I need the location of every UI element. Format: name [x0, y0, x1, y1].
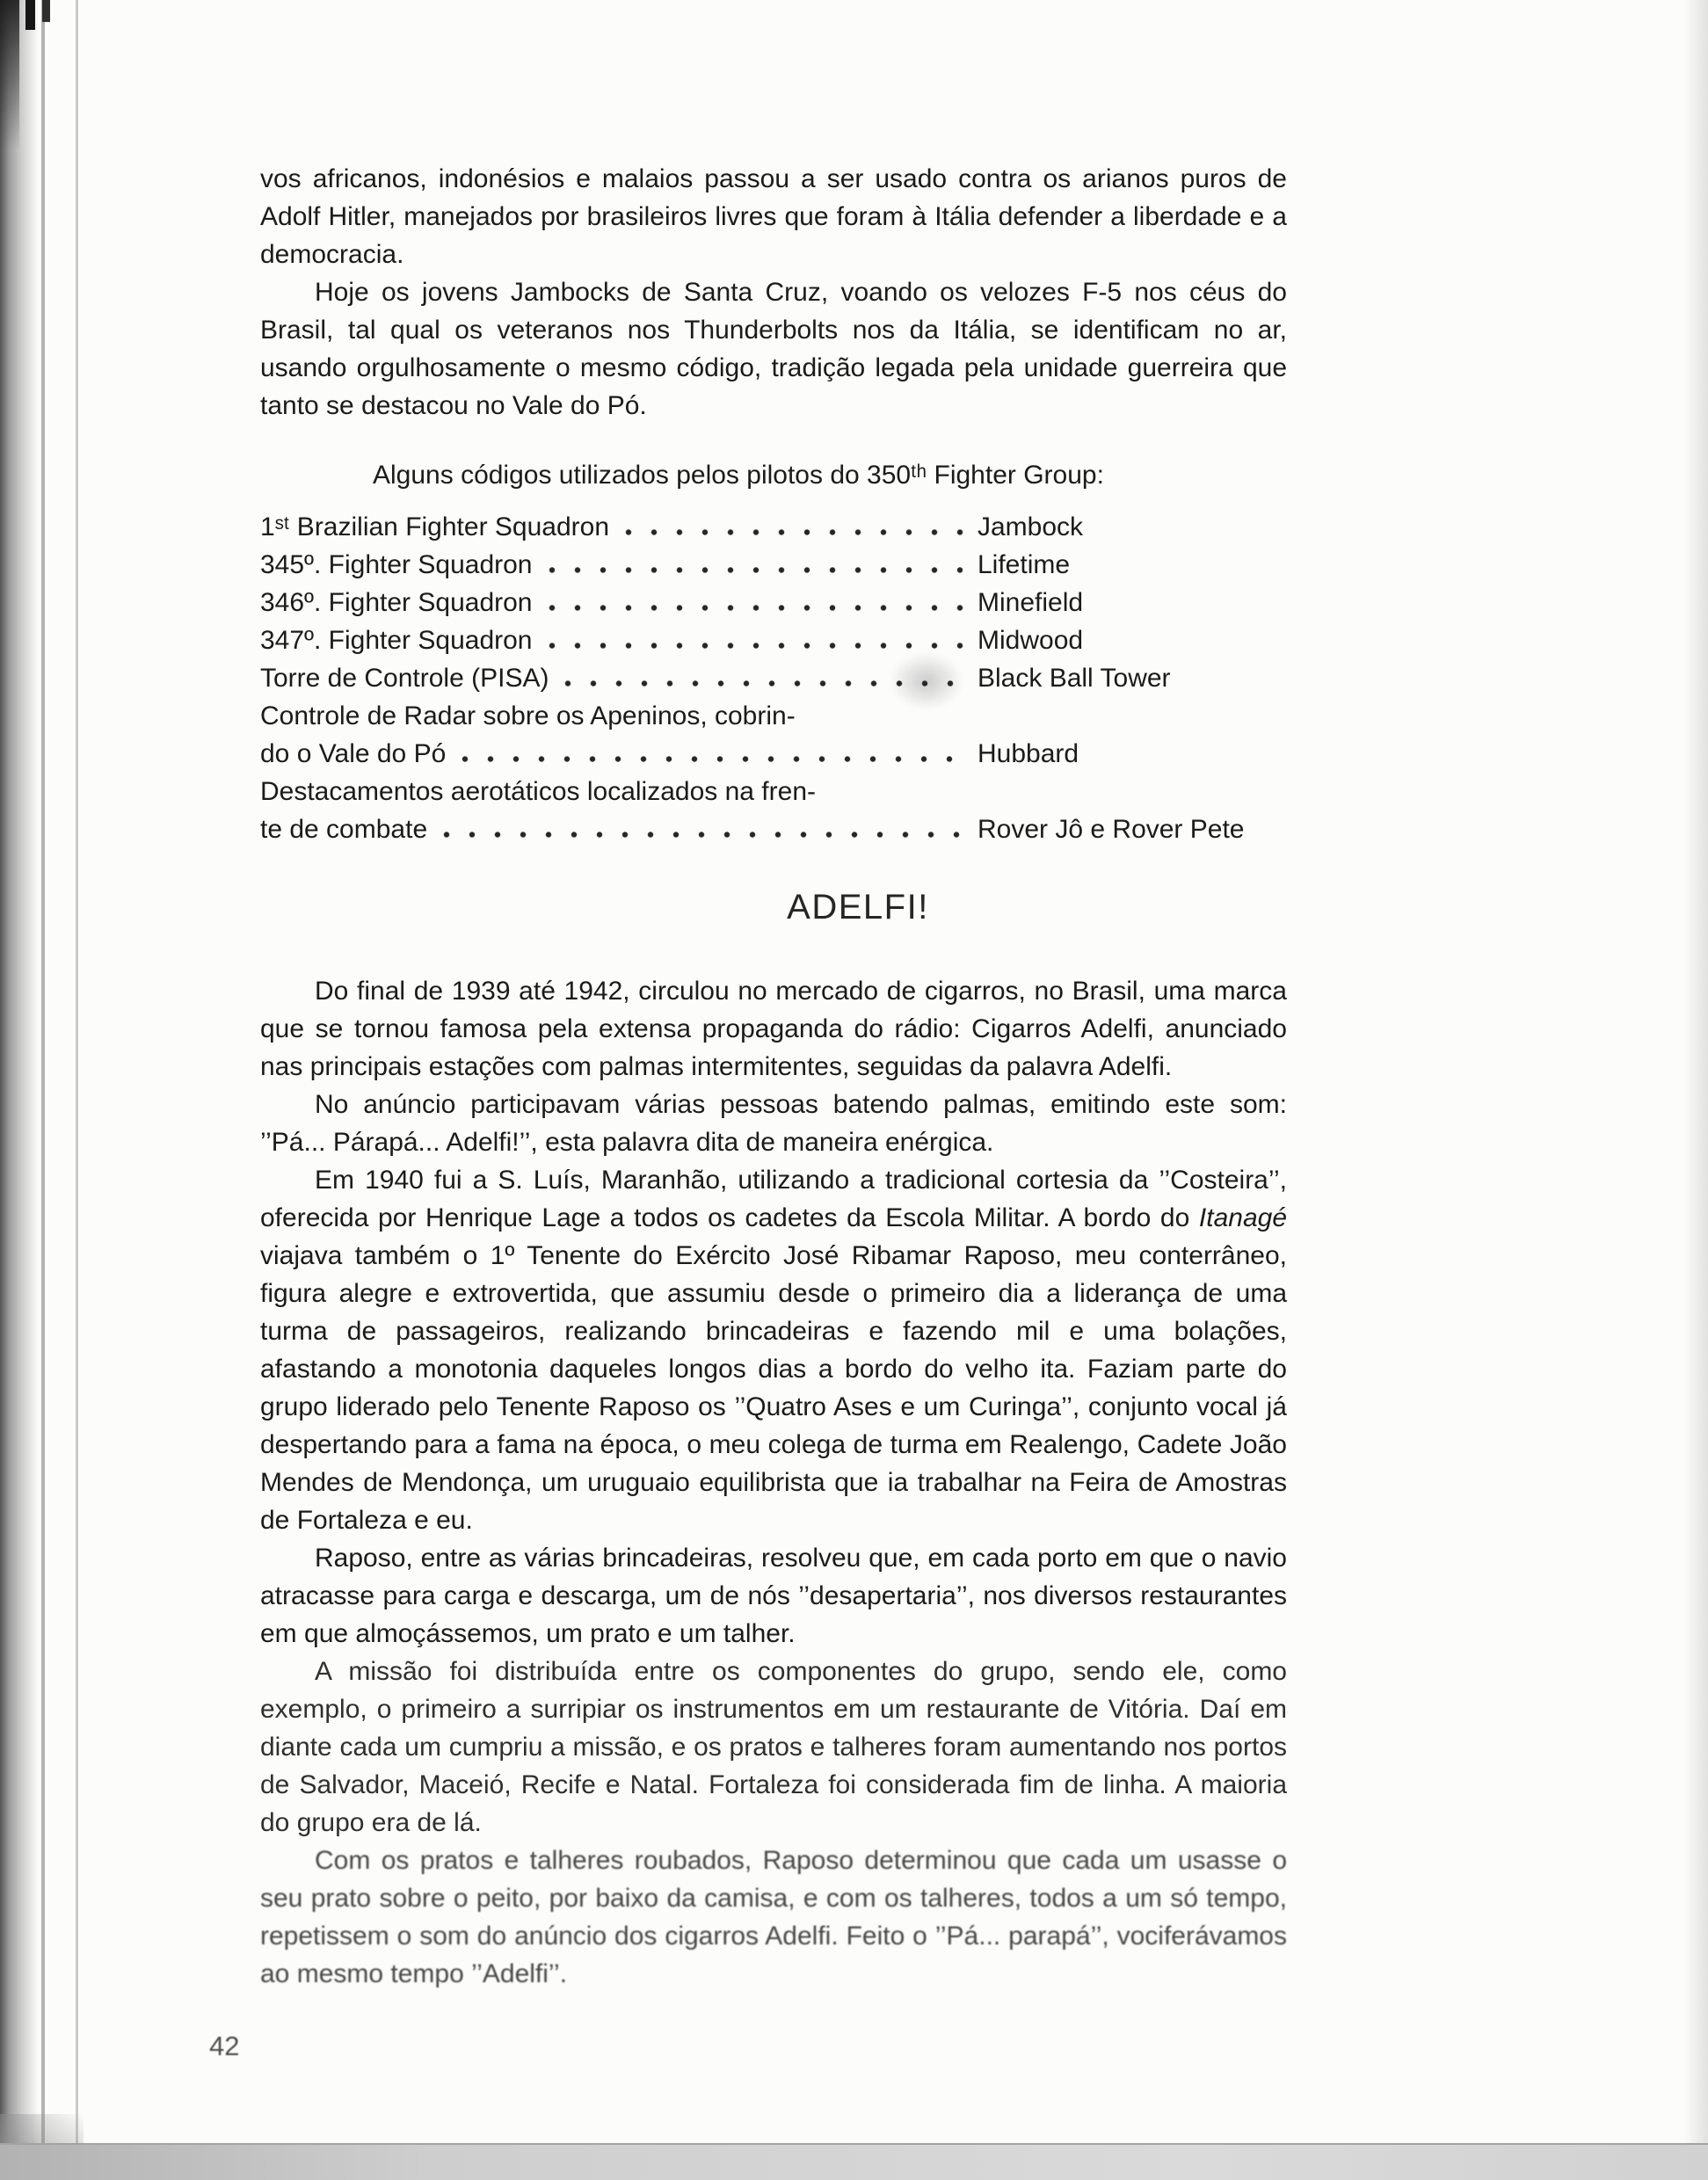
paragraph-text: viajava também o 1º Tenente do Exército José Ribamar Raposo, meu conterrâneo, figura alegre e extrovertida, que assumiu desde o primeiro dia a liderança de uma turma de passageiros, realizando brincadeiras e fazendo mil e uma bolações, afastando a monotonia daqueles longos dias a bordo do velho ita. Faziam parte do grupo liderado pelo Tenente Raposo os ’’Quatro Ases e um Curinga’’, conjunto vocal já despertando para a fama na época, o meu colega de turma em Realengo, Cadete João Mendes de Mendonça, um uruguaio equilibrista que ia trabalhar na Feira de Amostras de Fortaleza e eu. [260, 1241, 1287, 1535]
code-label: 1ˢᵗ Brazilian Fighter Squadron [260, 512, 610, 541]
code-label-first-line: Destacamentos aerotáticos localizados na fren- [260, 777, 816, 806]
paragraph-text: Em 1940 fui a S. Luís, Maranhão, utilizando a tradicional cortesia da ’’Costeira’’, oferecida por Henrique Lage a todos os cadetes da Escola Militar. A bordo do [260, 1166, 1287, 1232]
code-value: Hubbard [978, 739, 1079, 768]
code-entry [260, 697, 1287, 773]
codes-list [260, 508, 1287, 848]
dot-leader [549, 605, 966, 611]
dot-leader [443, 832, 965, 838]
scan-corner-mark [42, 0, 50, 22]
bottom-scan-strip [0, 2143, 1708, 2180]
code-value: Lifetime [978, 550, 1071, 579]
binding-shadow [0, 0, 39, 2180]
bottom-corner-shadow [0, 2114, 84, 2180]
code-row [260, 659, 1287, 697]
code-row [260, 508, 1287, 546]
code-row [260, 735, 1287, 773]
code-label: do o Vale do Pó [260, 739, 447, 768]
code-label-first-line: Controle de Radar sobre os Apeninos, cobrin- [260, 701, 796, 730]
code-label: te de combate [260, 815, 428, 844]
ship-name-italic: Itanagé [1198, 1203, 1287, 1232]
code-value: Minefield [978, 588, 1084, 617]
dot-leader [549, 567, 966, 573]
code-entry [260, 773, 1287, 848]
paragraph-continuation: vos africanos, indonésios e malaios passou a ser usado contra os arianos puros de Adolf Hitler, manejados por brasileiros livres que foram à Itália defender a liberdade e a democracia. [260, 164, 1287, 269]
paragraph [260, 1161, 1287, 1539]
dot-leader [549, 643, 966, 649]
code-value: Jambock [978, 512, 1084, 541]
code-row [260, 546, 1287, 584]
code-label: Torre de Controle (PISA) [260, 664, 549, 693]
code-row [260, 584, 1287, 621]
code-value: Midwood [978, 626, 1084, 655]
dot-leader [625, 529, 965, 535]
paragraph: No anúncio participavam várias pessoas batendo palmas, emitindo este som: ’’Pá... Párapá... Adelfi!’’, esta palavra dita de maneira enérgica. [260, 1090, 1287, 1157]
section-heading: ADELFI! [787, 888, 929, 926]
codes-intro-line: Alguns códigos utilizados pelos pilotos do 350ᵗʰ Fighter Group: [373, 461, 1104, 490]
dot-leader [462, 756, 965, 762]
page-right-edge-shadow [1683, 0, 1708, 2180]
paragraph: Do final de 1939 até 1942, circulou no mercado de cigarros, no Brasil, uma marca que se tornou famosa pela extensa propaganda do rádio: Cigarros Adelfi, anunciado nas principais estações com palmas intermitentes, seguidas da palavra Adelfi. [260, 977, 1287, 1081]
page-number: 42 [209, 2031, 240, 2061]
code-row [260, 621, 1287, 659]
paragraph: Hoje os jovens Jambocks de Santa Cruz, voando os velozes F-5 nos céus do Brasil, tal qual os veteranos nos Thunderbolts nos da Itália, se identificam no ar, usando orgulhosamente o mesmo código, tradição legada pela unidade guerreira que tanto se destacou no Vale do Pó. [260, 278, 1287, 420]
binding-top-shadow [0, 0, 19, 149]
code-label: 347º. Fighter Squadron [260, 626, 533, 655]
code-row [260, 810, 1287, 848]
binding-crease-line [76, 0, 78, 2180]
paragraph: Com os pratos e talheres roubados, Raposo determinou que cada um usasse o seu prato sobre o peito, por baixo da camisa, e com os talheres, todos a um só tempo, repetissem o som do anúncio dos cigarros Adelfi. Feito o ’’Pá... parapá’’, vociferávamos ao mesmo tempo ’’Adelfi’’. [260, 1846, 1287, 1988]
dot-leader [564, 680, 965, 687]
binding-crease-line [41, 0, 45, 2180]
code-value: Rover Jô e Rover Pete [978, 815, 1245, 844]
code-value: Black Ball Tower [978, 664, 1171, 693]
scan-corner-mark [25, 0, 35, 30]
code-label: 346º. Fighter Squadron [260, 588, 533, 617]
paragraph: A missão foi distribuída entre os componentes do grupo, sendo ele, como exemplo, o primeiro a surripiar os instrumentos em um restaurante de Vitória. Daí em diante cada um cumpriu a missão, e os pratos e talheres foram aumentando nos portos de Salvador, Maceió, Recife e Natal. Fortaleza foi considerada fim de linha. A maioria do grupo era de lá. [260, 1657, 1287, 1837]
text-block [260, 160, 1287, 1993]
code-label: 345º. Fighter Squadron [260, 550, 533, 579]
paragraph: Raposo, entre as várias brincadeiras, resolveu que, em cada porto em que o navio atracasse para carga e descarga, um de nós ’’desapertaria’’, nos diversos restaurantes em que almoçássemos, um prato e um talher. [260, 1544, 1287, 1648]
